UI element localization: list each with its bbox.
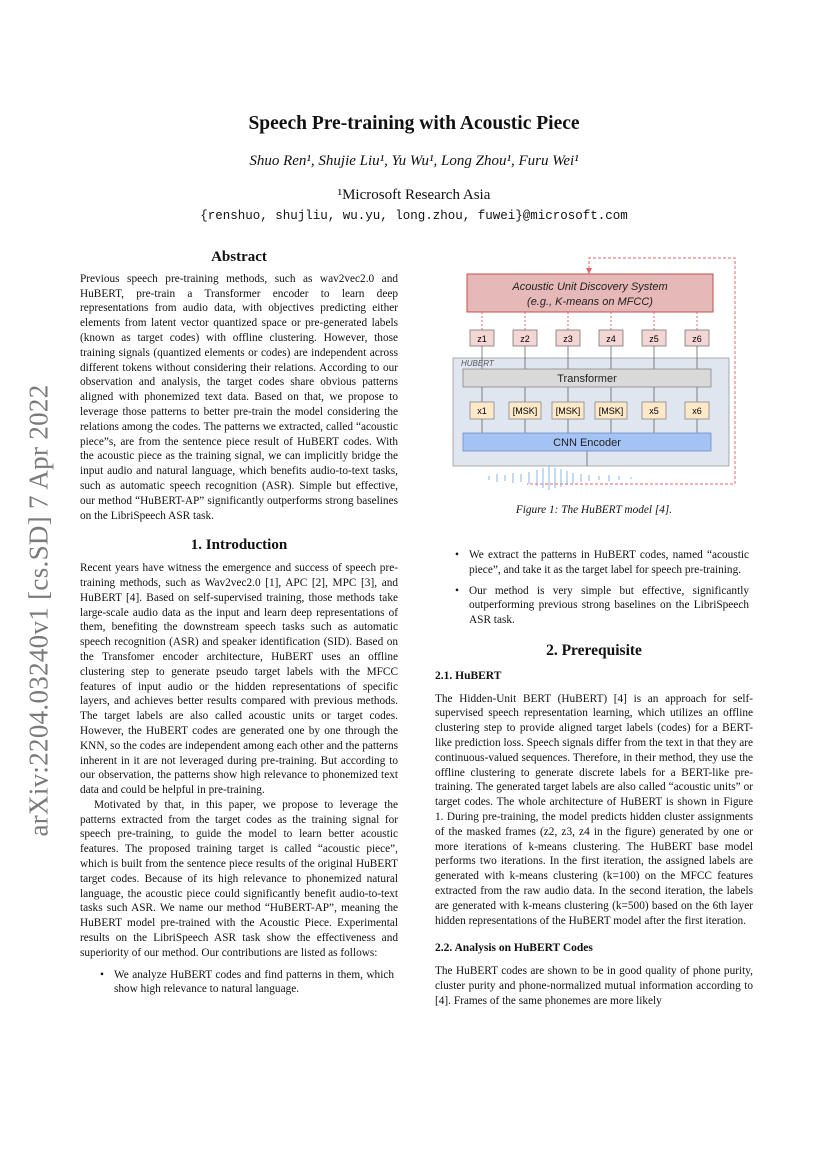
intro-paragraph-1: Recent years have witness the emergence and success of speech pre-training methods, such as Wav2vec2.0 [1], APC [2], MPC [3], and HuBERT [4]. Based on self-supervised training, those methods take large-scale audio data as the input and learn deep representations of them, benefiting the downstream speech tasks such as automatic speech recognition (ASR) and speaker identification (SID). Based on the Transfomer encoder architecture, HuBERT uses an offline clustering step to generate pseudo target labels with the MFCC features of input audio or the hidden representations of specific layers, and achieves better results compared with previous methods. The target labels are also called acoustic units or target codes. However, the HuBERT codes are generated one by one through the KNN, so the codes are independent among each other and the patterns inherent in it are not leveraged during pre-training. But according to our observation, the patterns show high relevance to phonemized text data and could be helpful in pre-training. <box>80 562 398 797</box>
abstract-heading: Abstract <box>211 249 267 265</box>
author-emails: {renshuo, shujliu, wu.yu, long.zhou, fuwei}@microsoft.com <box>200 209 628 223</box>
figure-caption: Figure 1: The HuBERT model [4]. <box>515 504 673 516</box>
z-label: z4 <box>606 334 616 344</box>
discovery-title: Acoustic Unit Discovery System <box>512 281 668 293</box>
input-token: x6 <box>692 406 702 416</box>
input-token: [MSK] <box>512 406 538 416</box>
analysis-paragraph: The HuBERT codes are shown to be in good quality of phone purity, cluster purity and phone-normalized mutual information according to [4]. Frames of the same phonemes are more likely <box>435 965 753 1007</box>
hubert-figure <box>449 254 745 494</box>
transformer-label: Transformer <box>557 373 617 385</box>
abstract-text: Previous speech pre-training methods, such as wav2vec2.0 and HuBERT, pre-train a Transformer encoder to learn deep representations from audio data, with objectives predicting either elements from latent vector quantized space or pre-generated labels (known as target codes) with offline clustering. However, those training signals (quantized elements or codes) are independent across different tokens without considering their relations. According to our observation and analysis, the target codes share obvious patterns aligned with phonemized text data. Based on that, we propose to leverage those patterns to better pre-train the model considering the relations among the codes. The patterns we extracted, called “acoustic piece”s, are from the sentence piece result of HuBERT codes. With the acoustic piece as the training signal, we can implicitly bridge the input audio and natural language, which benefits audio-to-text tasks, such as automatic speech recognition (ASR). Simple but effective, our method “HuBERT-AP” significantly outperforms strong baselines on the LibriSpeech ASR task. <box>80 272 398 522</box>
z-label: z1 <box>477 334 487 344</box>
paper-title: Speech Pre-training with Acoustic Piece <box>248 113 580 134</box>
contribution-item: • Our method is very simple but effective, significantly outperforming previous strong baselines on the LibriSpeech ASR task. <box>435 584 753 628</box>
audio-waveform <box>489 466 631 490</box>
contribution-list-continued <box>435 548 753 628</box>
z-label: z3 <box>563 334 573 344</box>
right-column <box>435 548 753 1009</box>
contribution-list <box>80 968 398 998</box>
analysis-subheading: 2.2. Analysis on HuBERT Codes <box>435 942 593 955</box>
hubert-label: HUBERT <box>461 359 494 368</box>
intro-paragraph-2: Motivated by that, in this paper, we propose to leverage the patterns extracted from the target codes as the training signal for speech pre-training, to guide the model to learn better acoustic features. The proposed training target is called “acoustic piece”, which is built from the sentence piece results of the original HuBERT target codes. Because of its high relevance to phonemized natural language, the acoustic piece could significantly benefit audio-to-text tasks such ASR. We name our method “HuBERT-AP”, meaning the HuBERT model pre-trained with the Acoustic Piece. Experimental results on the LibriSpeech ASR task show the effectiveness and superiority of our method. Our contributions are listed as follows: <box>80 798 398 959</box>
discovery-subtitle: (e.g., K-means on MFCC) <box>527 296 653 308</box>
input-token: x5 <box>649 406 659 416</box>
affiliation: ¹Microsoft Research Asia <box>337 187 491 203</box>
intro-heading: 1. Introduction <box>190 537 288 554</box>
contribution-item: • We extract the patterns in HuBERT codes, named “acoustic piece”, and take it as the target label for speech pre-training. <box>435 548 753 578</box>
contribution-item: • We analyze HuBERT codes and find patterns in them, which show high relevance to natural language. <box>80 968 398 998</box>
cnn-encoder-label: CNN Encoder <box>553 437 621 449</box>
input-token: [MSK] <box>555 406 581 416</box>
arxiv-stamp: arXiv:2204.03240v1 [cs.SD] 7 Apr 2022 <box>23 383 54 837</box>
hubert-subheading: 2.1. HuBERT <box>435 669 502 682</box>
input-token: x1 <box>477 406 487 416</box>
prerequisite-heading: 2. Prerequisite <box>546 641 642 659</box>
input-token: [MSK] <box>598 406 624 416</box>
author-list: Shuo Ren¹, Shujie Liu¹, Yu Wu¹, Long Zhou¹, Furu Wei¹ <box>249 153 579 169</box>
z-label: z2 <box>520 334 530 344</box>
z-label: z6 <box>692 334 702 344</box>
left-column <box>80 250 398 997</box>
target-codes <box>470 330 709 346</box>
z-label: z5 <box>649 334 659 344</box>
hubert-paragraph: The Hidden-Unit BERT (HuBERT) [4] is an approach for self-supervised speech representation learning, which utilizes an offline clustering step to provide aligned target labels (codes) for a BERT-like prediction loss. Speech signals differ from the text in that they are continuous-valued sequences. Therefore, in their method, they use the offline clustering to generate discrete labels for a BERT-like pre-training. The generated target labels are also called “acoustic units” or target codes. The whole architecture of HuBERT is shown in Figure 1. During pre-training, the model predicts hidden cluster assignments of the masked frames (z2, z3, z4 in the figure) generated by one or more iterations of k-means clustering. The HuBERT base model performs two iterations. In the first iteration, the assigned labels are generated with k-means clustering (k=100) on the MFCC features extracted from the raw audio data. In the second iteration, the labels are generated with k-means clustering (k=500) based on the 6th layer hidden representations of the HuBERT model after the first iteration. <box>435 692 753 927</box>
